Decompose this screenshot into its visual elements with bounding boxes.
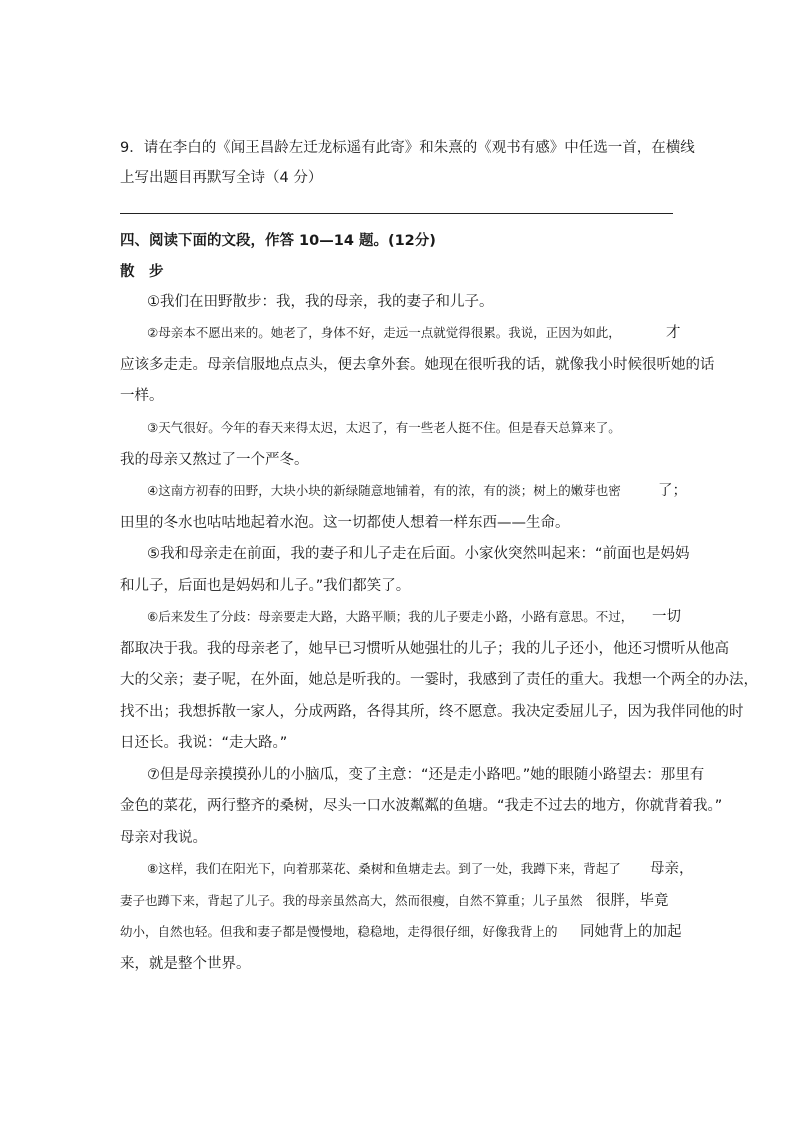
paragraph-8-line-1-end: 母亲， bbox=[650, 861, 694, 877]
paragraph-8-line-3-end: 同她背上的加起 bbox=[580, 924, 682, 940]
paragraph-2-line-1-end: 才 bbox=[666, 325, 681, 341]
paragraph-2-line-2: 应该多走走。母亲信服地点点头，便去拿外套。她现在很听我的话，就像我小时候很听她的话 bbox=[120, 357, 715, 373]
paragraph-7-line-2: 金色的菜花，两行整齐的桑树，尽头一口水波粼粼的鱼塘。“我走不过去的地方，你就背着我。” bbox=[120, 798, 723, 814]
paragraph-6-line-5: 日还长。我说：“走大路。” bbox=[120, 735, 288, 751]
section-4-heading: 四、阅读下面的文段，作答 10—14 题。(12分) bbox=[120, 233, 436, 249]
question-9-line-2: 上写出题目再默写全诗（4 分） bbox=[120, 170, 323, 186]
paragraph-6-line-2: 都取决于我。我的母亲老了，她早已习惯听从她强壮的儿子；我的儿子还小，他还习惯听从他高 bbox=[120, 641, 729, 657]
paragraph-5-line-2: 和儿子，后面也是妈妈和儿子。”我们都笑了。 bbox=[120, 578, 411, 594]
paragraph-8-line-2-end: 很胖，毕竟 bbox=[596, 893, 669, 909]
paragraph-4-line-1: ④这南方初春的田野，大块小块的新绿随意地铺着，有的浓，有的淡；树上的嫩芽也密 bbox=[147, 483, 621, 498]
paragraph-8-line-3: 幼小，自然也轻。但我和妻子都是慢慢地，稳稳地，走得很仔细，好像我背上的 bbox=[120, 924, 558, 939]
paragraph-5-line-1: ⑤我和母亲走在前面，我的妻子和儿子走在后面。小家伙突然叫起来：“前面也是妈妈 bbox=[147, 546, 690, 562]
paragraph-1: ①我们在田野散步：我，我的母亲，我的妻子和儿子。 bbox=[147, 294, 494, 310]
paragraph-2-line-3: 一样。 bbox=[120, 388, 164, 404]
passage-title: 散 步 bbox=[120, 264, 164, 280]
paragraph-8-line-1: ⑧这样，我们在阳光下，向着那菜花、桑树和鱼塘走去。到了一处，我蹲下来，背起了 bbox=[147, 861, 621, 876]
paragraph-4-line-2: 田里的冬水也咕咕地起着水泡。这一切都使人想着一样东西——生命。 bbox=[120, 515, 570, 531]
paragraph-8-line-2: 妻子也蹲下来，背起了儿子。我的母亲虽然高大，然而很瘦，自然不算重；儿子虽然 bbox=[120, 893, 583, 908]
paragraph-4-line-1-end: 了； bbox=[658, 483, 687, 499]
paragraph-3-line-2: 我的母亲又熬过了一个严冬。 bbox=[120, 452, 309, 468]
paragraph-7-line-3: 母亲对我说。 bbox=[120, 830, 207, 846]
answer-blank-line bbox=[120, 213, 673, 214]
paragraph-6-line-4: 找不出；我想拆散一家人，分成两路，各得其所，终不愿意。我决定委屈儿子，因为我伴同他的时 bbox=[120, 704, 744, 720]
paragraph-7-line-1: ⑦但是母亲摸摸孙儿的小脑瓜，变了主意：“还是走小路吧。”她的眼随小路望去：那里有 bbox=[147, 767, 705, 783]
paragraph-3-line-1: ③天气很好。今年的春天来得太迟，太迟了，有一些老人挺不住。但是春天总算来了。 bbox=[147, 420, 621, 435]
paragraph-6-line-1-end: 一切 bbox=[652, 609, 681, 625]
question-9-line-1: 9．请在李白的《闻王昌龄左迁龙标遥有此寄》和朱熹的《观书有感》中任选一首，在横线 bbox=[120, 140, 695, 156]
paragraph-6-line-3: 大的父亲；妻子呢，在外面，她总是听我的。一霎时，我感到了责任的重大。我想一个两全的办法， bbox=[120, 672, 758, 688]
paragraph-2-line-1: ②母亲本不愿出来的。她老了，身体不好，走远一点就觉得很累。我说，正因为如此， bbox=[147, 325, 621, 340]
paragraph-8-line-4: 来，就是整个世界。 bbox=[120, 956, 251, 972]
paragraph-6-line-1: ⑥后来发生了分歧：母亲要走大路，大路平顺；我的儿子要走小路，小路有意思。不过， bbox=[147, 609, 634, 624]
